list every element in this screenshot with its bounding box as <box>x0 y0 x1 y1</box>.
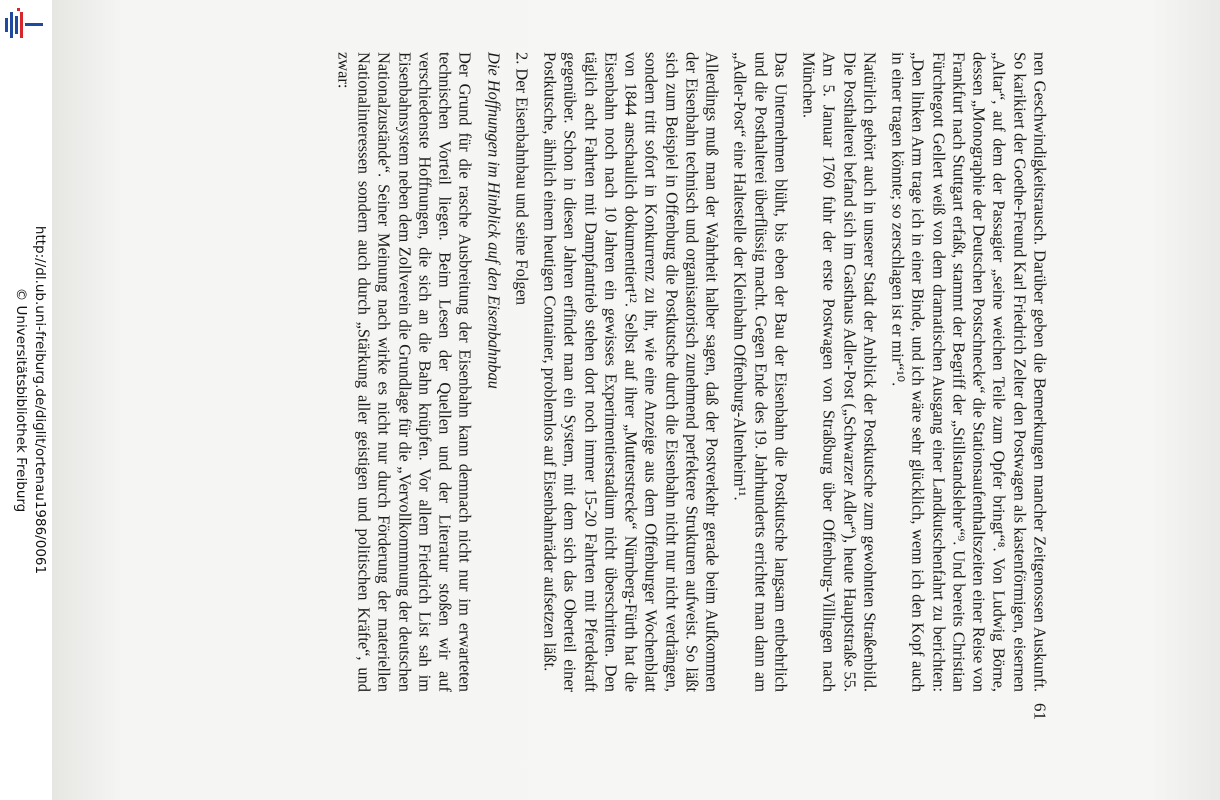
paragraph: Allerdings muß man der Wahrheit halber sagen, daß der Postverkehr gerade beim Aufkommen der Eisenbahn technisch und organisatorisch zunehmend perfektere Strukturen aufweist. So läßt sich zum Beispiel in Offenburg die Postkutsche durch die Eisenbahn nicht nur nicht verdrängen, sondern tritt sofort in Konkurrenz zu ihr, wie eine Anzeige aus dem Offenburger Wochenblatt von 1844 anschaulich dokumentiert¹². Selbst auf ihrer „Mutterstrecke“ Nürnberg-Fürth hat die Eisenbahn noch nach 10 Jahren ein gewisses Experimentierstadium nicht überschritten. Den täglich acht Fahrten mit Dampfantrieb stehen dort noch immer 15-20 Fahrten mit Pferdekraft gegenüber. Schon in diesen Jahren erfindet man ein System, mit dem sich das Oberteil einer Postkutsche, ähnlich einem heutigen Container, problemlos auf Eisenbahnräder aufsetzen läßt. <box>540 52 722 692</box>
source-url[interactable]: http://dl.ub.uni-freiburg.de/diglit/ortenau1986/0061 <box>32 225 48 575</box>
subsection-heading: Die Hoffnungen im Hinblick auf den Eisenbahnbau <box>484 52 504 389</box>
paragraph: Natürlich gehört auch in unserer Stadt der Anblick der Postkutsche zum gewohnten Straßenbild. Die Posthalterei befand sich im Gasthaus Adler-Post („Schwarzer Adler“), heute Hauptstraße 55. Am 5. Januar 1760 fuhr der erste Postwagen von Straßburg über Offenburg-Villingen nach München. <box>799 52 880 692</box>
paragraph: Das Unternehmen blüht, bis eben der Bau der Eisenbahn die Postkutsche langsam entbehrlich und die Posthalterei überflüssig macht. Gegen Ende des 19. Jahrhunderts errichtet man dann am „Adler-Post“ eine Haltestelle der Kleinbahn Offenburg-Altenheim¹¹. <box>731 52 791 692</box>
paragraph: Der Grund für die rasche Ausbreitung der Eisenbahn kann demnach nicht nur im erwarteten technischen Vorteil liegen. Beim Lesen der Quellen und der Literatur stoßen wir auf verschiedenste Hoffnungen, die sich an die Bahn knüpfen. Vor allem Friedrich List sah im Eisenbahnsystem neben dem Zollverein die Grundlage für die „Vervollkommnung der deutschen Nationalzustände“. Seiner Meinung nach wirke es nicht nur durch Förderung der materiellen Nationalinteressen sondern auch durch „Stärkung aller geistigen und politischen Kräfte“, und zwar: <box>334 52 475 692</box>
paragraph: nen Geschwindigkeitsrausch. Darüber geben die Bemerkungen mancher Zeitgenossen Auskunft. So karikiert der Goethe-Freund Karl Friedrich Zelter den Postwagen als kastenförmigen, eisernen „Altar“, auf dem der Passagier „seine weichen Teile zum Opfer bringt“⁸. Von Ludwig Börne, dessen „Monographie der Deutschen Postschnecke“ die Stationsaufenthaltszeiten einer Reise von Frankfurt nach Stuttgart erfaßt, stammt der Begriff der „Stillstandslehre“⁹. Und bereits Christian Fürchtegott Gellert weiß von dem dramatischen Ausgang einer Landkutschenfahrt zu berichten: „Den linken Arm trage ich in einer Binde, und ich wäre sehr glücklich, wenn ich den Kopf auch in einer tragen könnte; so zerschlagen ist er mir“¹⁰. <box>888 52 1050 692</box>
rotated-page-content <box>334 52 1050 720</box>
page-text <box>335 52 1050 692</box>
page-number: 61 <box>1030 703 1050 720</box>
viewer-sidebar <box>0 0 52 800</box>
copyright-notice: © Universitätsbibliothek Freiburg <box>13 287 29 513</box>
source-credit <box>3 20 49 780</box>
scanned-page <box>52 0 1220 800</box>
section-heading: 2. Der Eisenbahnbau und seine Folgen <box>512 52 532 306</box>
